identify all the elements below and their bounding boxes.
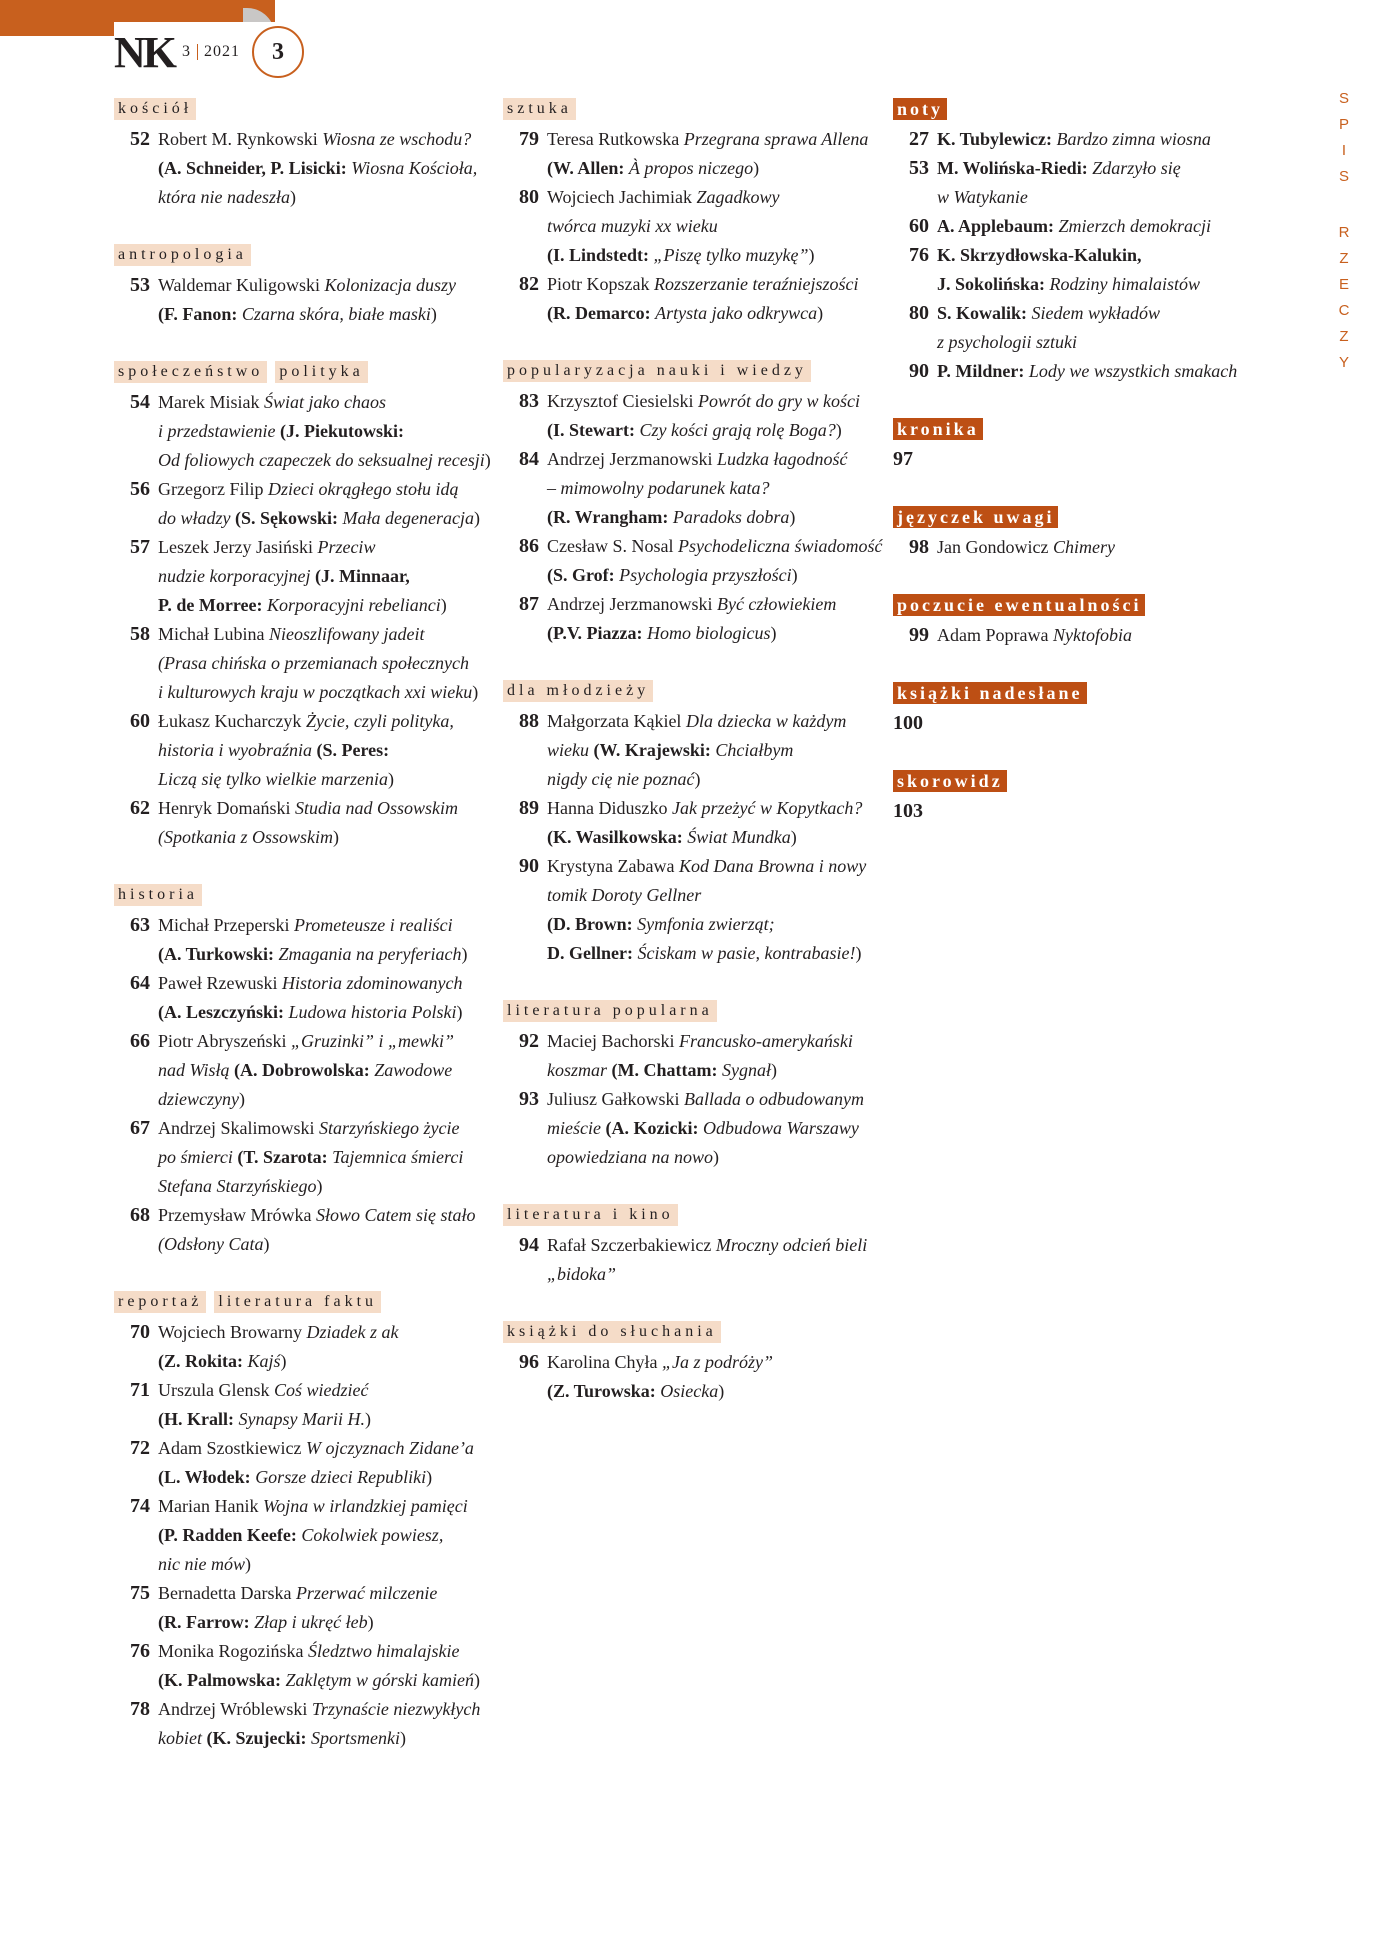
toc-entry[interactable]: 75 Bernadetta Darska Przerwać milczenie (R. Farrow: Złap i ukręć łeb) (130, 1582, 438, 1632)
toc-entry[interactable]: 68 Przemysław Mrówka Słowo Catem się stało (Odsłony Cata) (130, 1204, 476, 1254)
toc-entry[interactable]: 27 K. Tubylewicz: Bardzo zimna wiosna (909, 128, 1211, 150)
section-title: sztuka (503, 98, 576, 120)
toc-entry[interactable]: 58 Michał Lubina Nieoszlifowany jadeit (Prasa chińska o przemianach społecznych i kulturowych kraju w początkach xxi wieku) (130, 623, 479, 702)
section-title: książki do słuchania (503, 1321, 721, 1343)
toc-entry[interactable]: 100 (893, 712, 923, 734)
section-spoleczenstwo-polityka (114, 361, 494, 852)
toc-entry[interactable]: 56 Grzegorz Filip Dzieci okrągłego stołu idą do władzy (S. Sękowski: Mała degeneracja) (130, 478, 481, 528)
toc-entry[interactable]: 87 Andrzej Jerzmanowski Być człowiekiem (P.V. Piazza: Homo biologicus) (519, 593, 837, 643)
section-title: popularyzacja nauki i wiedzy (503, 360, 811, 382)
section-title: literatura i kino (503, 1204, 678, 1226)
toc-entry[interactable]: 57 Leszek Jerzy Jasiński Przeciw nudzie korporacyjnej (J. Minnaar, P. de Morree: Korporacyjni rebelianci) (130, 536, 447, 615)
toc-column-3 (893, 98, 1273, 858)
toc-entry[interactable]: 97 (893, 448, 913, 470)
section-title: społeczeństwo (114, 361, 267, 383)
section-title: kościół (114, 98, 196, 120)
toc-entry[interactable]: 52 Robert M. Rynkowski Wiosna ze wschodu? (A. Schneider, P. Lisicki: Wiosna Kościoła, która nie nadeszła) (130, 128, 478, 207)
toc-entry[interactable]: 99 Adam Poprawa Nyktofobia (909, 624, 1132, 646)
section-title: noty (893, 98, 947, 120)
toc-entry[interactable]: 89 Hanna Diduszko Jak przeżyć w Kopytkach? (K. Wasilkowska: Świat Mundka) (519, 797, 863, 847)
section-title: literatura popularna (503, 1000, 717, 1022)
toc-entry[interactable]: 53 M. Wolińska-Riedi: Zdarzyło się w Watykanie (909, 157, 1181, 207)
section-antropologia (114, 244, 494, 329)
toc-entry[interactable]: 86 Czesław S. Nosal Psychodeliczna świadomość (S. Grof: Psychologia przyszłości) (519, 535, 883, 585)
toc-entry[interactable]: 54 Marek Misiak Świat jako chaos i przedstawienie (J. Piekutowski: Od foliowych czapeczek do seksualnej recesji) (130, 391, 491, 470)
section-historia (114, 884, 494, 1259)
section-jezyczek-uwagi (893, 506, 1273, 562)
toc-entry[interactable]: 82 Piotr Kopszak Rozszerzanie teraźniejszości (R. Demarco: Artysta jako odkrywca) (519, 273, 859, 323)
magazine-logo: NK (114, 27, 175, 77)
toc-entry[interactable]: 72 Adam Szostkiewicz W ojczyznach Zidane’a (L. Włodek: Gorsze dzieci Republiki) (130, 1437, 474, 1487)
section-literatura-i-kino (503, 1204, 883, 1289)
toc-entry[interactable]: 98 Jan Gondowicz Chimery (909, 536, 1115, 558)
toc-column-2 (503, 98, 883, 1438)
toc-entry[interactable]: 96 Karolina Chyła „Ja z podróży” (Z. Turowska: Osiecka) (519, 1351, 773, 1401)
toc-entry[interactable]: 74 Marian Hanik Wojna w irlandzkiej pamięci (P. Radden Keefe: Cokolwiek powiesz, nic nie mów) (130, 1495, 468, 1574)
section-title: antropologia (114, 244, 251, 266)
section-popularyzacja (503, 360, 883, 648)
toc-entry[interactable]: 90 P. Mildner: Lody we wszystkich smakach (909, 360, 1238, 382)
section-title: języczek uwagi (893, 506, 1058, 528)
toc-entry[interactable]: 53 Waldemar Kuligowski Kolonizacja duszy (F. Fanon: Czarna skóra, białe maski) (130, 274, 457, 324)
section-dla-mlodziezy (503, 680, 883, 968)
section-kronika (893, 418, 1273, 474)
toc-column-1 (114, 98, 494, 1785)
section-title: reportaż (114, 1291, 206, 1313)
toc-entry[interactable]: 103 (893, 800, 923, 822)
toc-entry[interactable]: 63 Michał Przeperski Prometeusze i realiści (A. Turkowski: Zmagania na peryferiach) (130, 914, 468, 964)
toc-entry[interactable]: 93 Juliusz Gałkowski Ballada o odbudowanym mieście (A. Kozicki: Odbudowa Warszawy opowiedziana na nowo) (519, 1088, 864, 1167)
toc-entry[interactable]: 83 Krzysztof Ciesielski Powrót do gry w kości (I. Stewart: Czy kości grają rolę Boga?) (519, 390, 860, 440)
section-koscioł (114, 98, 494, 212)
toc-entry[interactable]: 70 Wojciech Browarny Dziadek z ak (Z. Rokita: Kajś) (130, 1321, 399, 1371)
section-noty (893, 98, 1273, 386)
page-number: 3 (252, 26, 304, 78)
section-title: dla młodzieży (503, 680, 653, 702)
section-title: historia (114, 884, 202, 906)
vertical-label-spis-rzeczy: S P I S R Z E C Z Y (1338, 90, 1350, 371)
section-title: skorowidz (893, 770, 1007, 792)
toc-entry[interactable]: 88 Małgorzata Kąkiel Dla dziecka w każdym wieku (W. Krajewski: Chciałbym nigdy cię nie poznać) (519, 710, 847, 789)
section-title: poczucie ewentualności (893, 594, 1145, 616)
issue-year: 2021 (204, 43, 241, 60)
section-title: książki nadesłane (893, 682, 1087, 704)
section-sztuka (503, 98, 883, 328)
toc-entry[interactable]: 60 A. Applebaum: Zmierzch demokracji (909, 215, 1212, 237)
section-ksiazki-nadeslane (893, 682, 1273, 738)
toc-entry[interactable]: 64 Paweł Rzewuski Historia zdominowanych (A. Leszczyński: Ludowa historia Polski) (130, 972, 463, 1022)
section-skorowidz (893, 770, 1273, 826)
toc-entry[interactable]: 94 Rafał Szczerbakiewicz Mroczny odcień bieli „bidoka” (519, 1234, 868, 1284)
section-ksiazki-do-sluchania (503, 1321, 883, 1406)
issue-info (182, 43, 240, 61)
issue-number: 3 (182, 43, 192, 60)
section-title: literatura faktu (214, 1291, 381, 1313)
toc-entry[interactable]: 76 Monika Rogozińska Śledztwo himalajskie (K. Palmowska: Zaklętym w górski kamień) (130, 1640, 480, 1690)
toc-entry[interactable]: 71 Urszula Glensk Coś wiedzieć (H. Krall: Synapsy Marii H.) (130, 1379, 371, 1429)
section-title: polityka (275, 361, 367, 383)
section-title: kronika (893, 418, 983, 440)
section-poczucie-ewentualnosci (893, 594, 1273, 650)
issue-separator (197, 44, 198, 60)
toc-entry[interactable]: 92 Maciej Bachorski Francusko-amerykański koszmar (M. Chattam: Sygnał) (519, 1030, 853, 1080)
toc-entry[interactable]: 76 K. Skrzydłowska-Kalukin, J. Sokolińska: Rodziny himalaistów (909, 244, 1201, 294)
section-literatura-popularna (503, 1000, 883, 1172)
toc-entry[interactable]: 80 S. Kowalik: Siedem wykładów z psychologii sztuki (909, 302, 1161, 352)
toc-entry[interactable]: 78 Andrzej Wróblewski Trzynaście niezwykłych kobiet (K. Szujecki: Sportsmenki) (130, 1698, 481, 1748)
toc-entry[interactable]: 79 Teresa Rutkowska Przegrana sprawa Allena (W. Allen: À propos niczego) (519, 128, 869, 178)
toc-entry[interactable]: 80 Wojciech Jachimiak Zagadkowy twórca muzyki xx wieku (I. Lindstedt: „Piszę tylko muzykę”) (519, 186, 815, 265)
toc-entry[interactable]: 84 Andrzej Jerzmanowski Ludzka łagodność – mimowolny podarunek kata? (R. Wrangham: Paradoks dobra) (519, 448, 848, 527)
toc-entry[interactable]: 62 Henryk Domański Studia nad Ossowskim (Spotkania z Ossowskim) (130, 797, 458, 847)
toc-entry[interactable]: 90 Krystyna Zabawa Kod Dana Browna i nowy tomik Doroty Gellner (D. Brown: Symfonia zwierząt; D. Gellner: Ściskam w pasie, kontrabasie!) (519, 855, 867, 963)
toc-entry[interactable]: 67 Andrzej Skalimowski Starzyńskiego życie po śmierci (T. Szarota: Tajemnica śmierci Stefana Starzyńskiego) (130, 1117, 464, 1196)
section-reportaz (114, 1291, 494, 1753)
page-header (114, 22, 312, 82)
toc-entry[interactable]: 66 Piotr Abryszeński „Gruzinki” i „mewki” nad Wisłą (A. Dobrowolska: Zawodowe dziewczyny) (130, 1030, 455, 1109)
toc-entry[interactable]: 60 Łukasz Kucharczyk Życie, czyli polityka, historia i wyobraźnia (S. Peres: Liczą się tylko wielkie marzenia) (130, 710, 454, 789)
